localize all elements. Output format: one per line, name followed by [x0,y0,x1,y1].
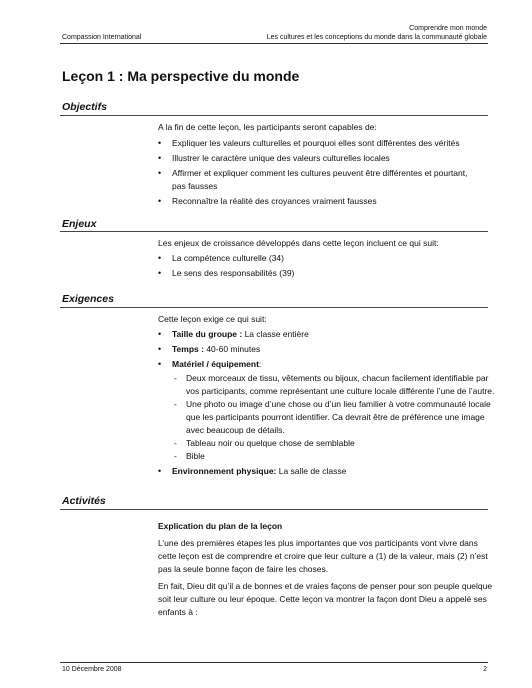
exigences-list [158,328,498,480]
list-item: • Le sens des responsabilités (39) [158,267,498,280]
section-divider-exigences [60,307,488,308]
duration-label: Temps : [172,344,204,354]
list-item: • Illustrer le caractère unique des valeurs culturelles locales [158,152,498,165]
group-size-label: Taille du groupe : [172,329,243,339]
header-course-title [267,24,487,42]
list-item: • Affirmer et expliquer comment les cultures peuvent être différentes et pourtant, pas fausses [158,167,472,193]
environment-label: Environnement physique: [172,466,277,476]
section-divider-activites [60,509,488,510]
materials-label: Matériel / équipement [172,359,259,369]
group-size-value: La classe entière [242,329,309,339]
activites-paragraph-1: L’une des premières étapes les plus importantes que vos participants vont vivre dans cette leçon est de comprendre et croire que leur culture a (1) de la valeur, mais (2) n’est pas la seule bonne façon de faire les choses. [158,538,488,574]
section-divider-enjeux [60,231,488,232]
list-item [158,358,498,463]
enjeux-list [158,252,498,282]
list-item: - Une photo ou image d’une chose ou d’un lieu familier à votre communauté locale que les participants pourront identifier. Ca devrait être de préférence une image avec beaucoup de détails. [172,398,498,437]
list-item [158,465,498,478]
list-item: • Reconnaître la réalité des croyances vraiment fausses [158,195,498,208]
footer-divider [60,662,488,663]
section-heading-exigences: Exigences [62,293,114,305]
page-number: 2 [483,666,487,673]
section-heading-enjeux: Enjeux [62,218,97,230]
list-item: • La compétence culturelle (34) [158,252,498,265]
list-item: - Bible [172,450,498,463]
objectifs-intro: A la fin de cette leçon, les participants seront capables de: [158,122,377,132]
activites-paragraph-2: En fait, Dieu dit qu’il a de bonnes et de vraies façons de penser pour son peuple quelque soit leur culture ou leur époque. Cette leçon va montrer la façon dont Dieu a appelé ses enfants à : [158,581,493,617]
objectifs-list [158,137,498,210]
exigences-intro: Cette leçon exige ce qui suit: [158,314,267,324]
section-heading-objectifs: Objectifs [62,101,107,113]
list-item [158,328,498,341]
lesson-title: Leçon 1 : Ma perspective du monde [62,68,300,84]
header-course-subtitle: Les cultures et les conceptions du monde dans la communauté globale [266,34,487,41]
duration-value: 40-60 minutes [203,344,261,354]
list-item [158,343,498,356]
environment-value: La salle de classe [276,466,347,476]
footer-date: 10 Décembre 2008 [62,666,122,673]
section-heading-activites: Activités [62,495,106,507]
materials-colon: : [258,359,262,369]
header-organization: Compassion International [62,34,142,41]
header-divider [60,43,488,44]
section-divider-objectifs [60,115,488,116]
list-item: - Tableau noir ou quelque chose de semblable [172,437,498,450]
header-course-name: Comprendre mon monde [409,25,487,32]
activites-subheading: Explication du plan de la leçon [158,521,283,531]
list-item: • Expliquer les valeurs culturelles et pourquoi elles sont différentes des vérités [158,137,498,150]
materials-list [172,372,498,463]
list-item: - Deux morceaux de tissu, vêtements ou bijoux, chacun facilement identifiable par vos participants, comme représentant une culture locale différente l’une de l’autre. [172,372,498,398]
enjeux-intro: Les enjeux de croissance développés dans cette leçon incluent ce qui suit: [158,238,439,248]
